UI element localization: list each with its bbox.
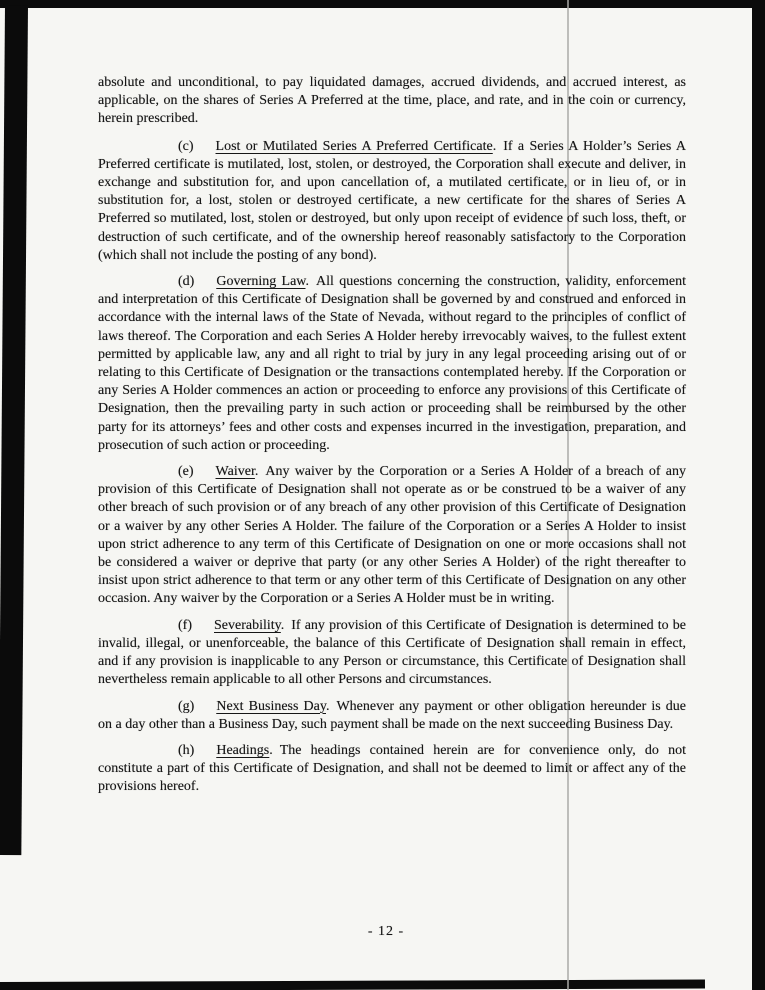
section-paragraph-g [98,698,686,734]
section-body: If a Series A Holder’s Series A Preferred certificate is mutilated, lost, stolen, or destroyed, the Corporation shall execute and deliver, in exchange and substitution for, and upon cancellation of, a mutilated certificate, or in lieu of, or in substitution for, a lost, stolen or destroyed certificate, a new certificate for the shares of Series A Preferred so mutilated, lost, stolen or destroyed, but only upon receipt of evidence of such loss, theft, or destruction of such certificate, and of the ownership hereof reasonably satisfactory to the Corporation (which shall not include the posting of any bond). [98,138,687,263]
section-heading: Next Business Day [216,698,326,714]
document-content [98,74,686,797]
section-letter: (d) [178,274,195,290]
page-number: - 12 - [367,924,405,939]
heading-period: . [269,742,273,758]
section-paragraph-h [98,742,686,797]
section-paragraph-e [98,463,686,609]
section-heading: Governing Law [216,274,306,290]
section-body: All questions concerning the construction, validity, enforcement and interpretation of this Certificate of Designation shall be governed by and construed and enforced in accordance with the internal laws of the State of Nevada, without regard to the principles of conflict of laws thereof. The Corporation and each Series A Holder hereby irrevocably waives, to the fullest extent permitted by applicable law, any and all right to trial by jury in any legal proceeding arising out of or relating to this Certificate of Designation or the transactions contemplated hereby. If the Corporation or any Series A Holder commences an action or proceeding to enforce any provisions of this Certificate of Designation, then the prevailing party in such action or proceeding shall be reimbursed by the other party for its attorneys’ fees and other costs and expenses incurred in the investigation, preparation, and prosecution of such action or proceeding. [98,274,687,453]
scan-edge-right [752,0,765,990]
heading-period: . [492,138,497,154]
section-body: The headings contained herein are for convenience only, do not constitute a part of this Certificate of Designation, and shall not be deemed to limit or affect any of the provisions hereof. [98,742,686,795]
section-heading: Waiver [215,464,255,480]
scan-edge-top [0,0,765,8]
continuation-paragraph: absolute and unconditional, to pay liquidated damages, accrued dividends, and accrued interest, as applicable, on the shares of Series A Preferred at the time, place, and rate, and in the coin or currency, herein prescribed. [98,75,686,127]
section-heading: Severability [214,617,281,633]
section-letter: (h) [178,742,195,758]
heading-period: . [254,464,259,480]
section-paragraph-c [98,138,686,265]
section-body: If any provision of this Certificate of Designation is determined to be invalid, illegal, or unenforceable, the balance of this Certificate of Designation shall remain in effect, and if any provision is inapplicable to any Person or circumstance, this Certificate of Designation shall nevertheless remain applicable to all other Persons and circumstances. [98,617,686,688]
section-heading: Lost or Mutilated Series A Preferred Certificate [215,138,493,154]
heading-period: . [280,617,285,633]
section-letter: (c) [178,138,194,154]
section-paragraph-d [98,273,686,455]
section-letter: (e) [178,464,194,480]
section-letter: (f) [178,617,192,633]
section-heading: Headings [216,742,270,758]
scan-edge-bottom [0,980,705,990]
section-paragraph-f [98,617,686,690]
heading-period: . [325,698,330,714]
section-body: Whenever any payment or other obligation hereunder is due on a day other than a Business Day, such payment shall be made on the next succeeding Business Day. [98,698,686,732]
heading-period: . [305,274,309,290]
section-body: Any waiver by the Corporation or a Series A Holder of a breach of any provision of this Certificate of Designation shall not operate as or be construed to be a waiver of any other breach of such provision or of any breach of any other provision of this Certificate of Designation or a waiver by any other Series A Holder. The failure of the Corporation or a Series A Holder to insist upon strict adherence to any term of this Certificate of Designation on one or more occasions shall not be considered a waiver or deprive that party (or any other Series A Holder) of the right thereafter to insist upon strict adherence to that term or any other term of this Certificate of Designation on any other occasion. Any waiver by the Corporation or a Series A Holder must be in writing. [98,464,686,607]
scan-edge-left [0,5,28,855]
section-letter: (g) [178,698,195,714]
